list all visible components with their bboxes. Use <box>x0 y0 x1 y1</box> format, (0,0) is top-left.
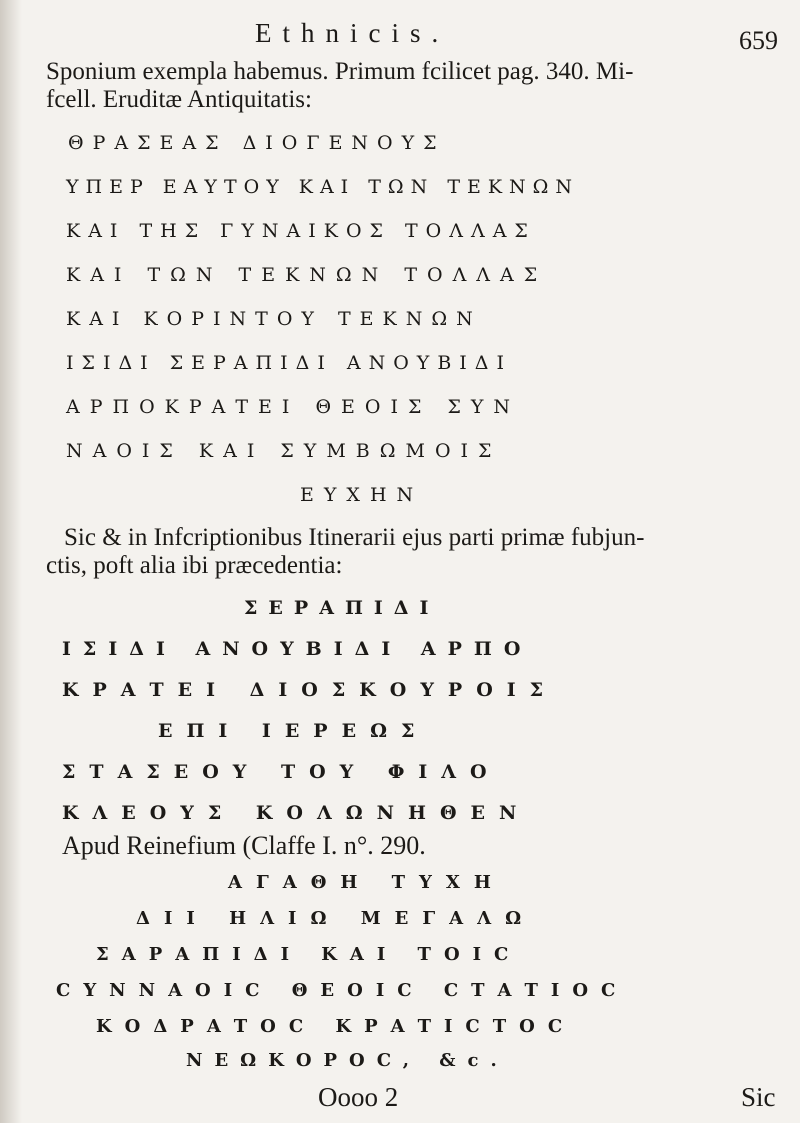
inscription-line: ΚΟΔΡΑΤΟC ΚΡΑΤΙCΤΟC <box>96 1016 576 1037</box>
inscription-line: CΥΝΝΑΟΙC ΘΕΟΙC CΤΑΤΙΟC <box>56 980 629 1001</box>
inscription-line: ΑΓΑΘΗ ΤΥΧΗ <box>228 872 505 893</box>
middle-line-1: Sic & in Infcriptionibus Itinerarii ejus parti primæ fubjun- <box>64 524 645 551</box>
signature-mark: Oooo 2 <box>318 1082 399 1112</box>
inscription-line: ΕΠΙ ΙΕΡΕΩΣ <box>158 720 429 742</box>
middle-line-2: ctis, poft alia ibi præcedentia: <box>46 552 343 579</box>
inscription-line: ΚΡΑΤΕΙ ΔΙΟΣΚΟΥΡΟΙΣ <box>62 679 558 701</box>
inscription-line: ΘΡΑΣΕΑΣ ΔΙΟΓΕΝΟΥΣ <box>68 132 446 154</box>
inscription-line: ΙΣΙΔΙ ΣΕΡΑΠΙΔΙ ΑΝΟΥΒΙΔΙ <box>66 352 513 374</box>
inscription-line: ΙΣΙΔΙ ΑΝΟΥΒΙΔΙ ΑΡΠΟ <box>62 638 533 660</box>
inscription-line: ΔΙΙ ΗΛΙΩ ΜΕΓΑΛΩ <box>136 908 536 929</box>
inscription-line: ΝΕΩΚΟΡΟC, &c. <box>186 1050 509 1071</box>
page-header <box>40 18 780 58</box>
apud-line: Apud Reinefium (Claffe I. n°. 290. <box>62 831 426 860</box>
inscription-line: ΚΑΙ ΤΗΣ ΓΥΝΑΙΚΟΣ ΤΟΛΛΑΣ <box>66 220 536 242</box>
inscription-line: ΥΠΕΡ ΕΑΥΤΟΥ ΚΑΙ ΤΩΝ ΤΕΚΝΩΝ <box>66 176 580 198</box>
inscription-line: ΝΑΟΙΣ ΚΑΙ ΣΥΜΒΩΜΟΙΣ <box>66 440 502 462</box>
catchword: Sic <box>741 1082 776 1112</box>
inscription-line: ΚΑΙ ΚΟΡΙΝΤΟΥ ΤΕΚΝΩΝ <box>66 308 482 330</box>
inscription-line: ΕΥΧΗΝ <box>300 484 424 506</box>
inscription-line: ΣΕΡΑΠΙΔΙ <box>244 597 440 619</box>
page-number: 659 <box>739 26 778 55</box>
running-head: Ethnicis. <box>255 18 450 48</box>
inscription-line: ΚΛΕΟΥΣ ΚΟΛΩΝΗΘΕΝ <box>62 802 531 824</box>
inscription-line: ΑΡΠΟΚΡΑΤΕΙ ΘΕΟΙΣ ΣΥΝ <box>66 396 521 418</box>
intro-line-1: Sponium exempla habemus. Primum fcilicet pag. 340. Mi- <box>46 58 634 85</box>
page-gutter-shadow <box>0 0 22 1123</box>
intro-line-2: fcell. Eruditæ Antiquitatis: <box>46 86 312 113</box>
inscription-line: ΚΑΙ ΤΩΝ ΤΕΚΝΩΝ ΤΟΛΛΑΣ <box>66 264 548 286</box>
inscription-line: ΣΑΡΑΠΙΔΙ ΚΑΙ ΤΟΙC <box>96 944 522 965</box>
inscription-line: ΣΤΑΣΕΟΥ ΤΟΥ ΦΙΛΟ <box>62 761 501 783</box>
